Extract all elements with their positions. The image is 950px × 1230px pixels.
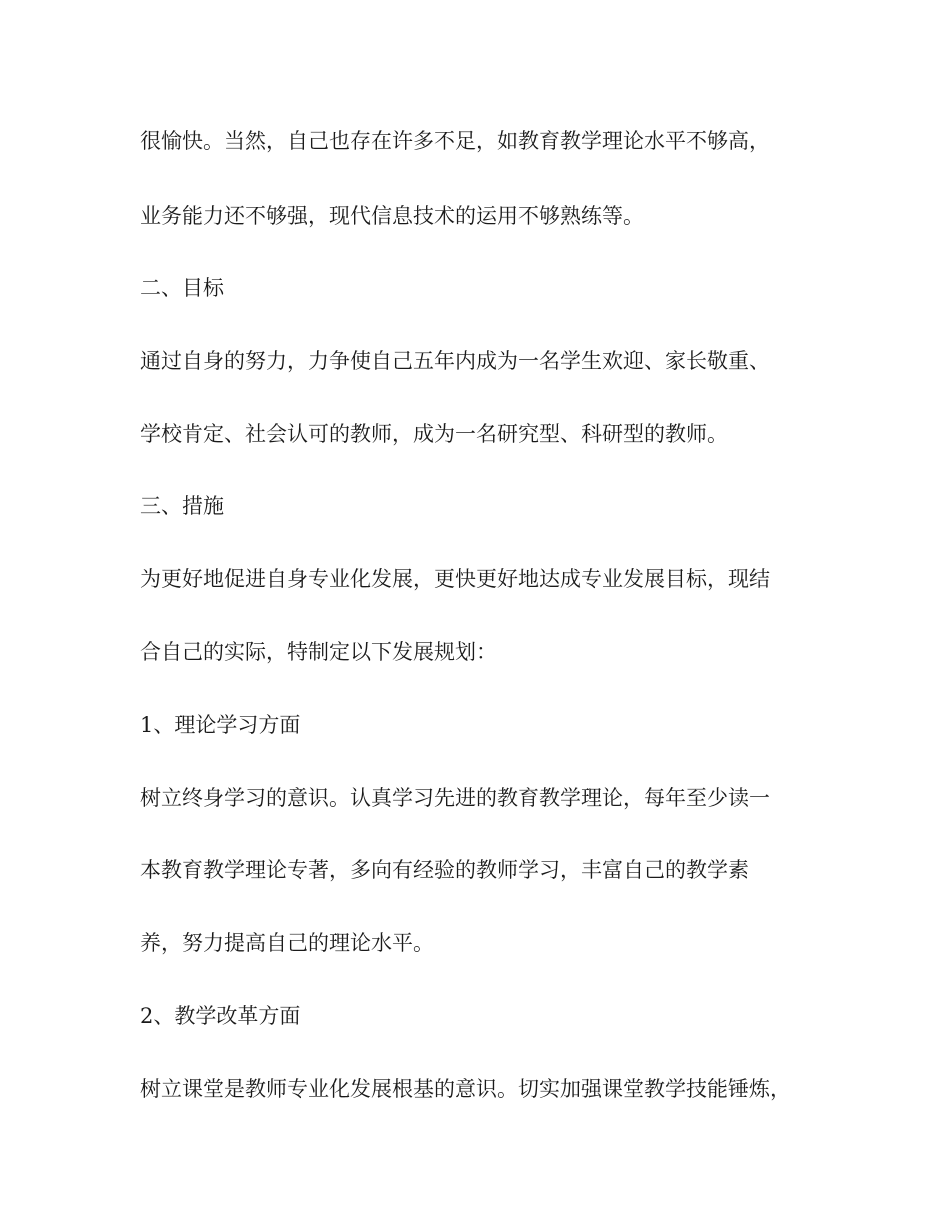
paragraph-line: 很愉快。当然，自己也存在许多不足，如教育教学理论水平不够高， <box>140 129 770 153</box>
subsection-heading: 2、教学改革方面 <box>140 1004 301 1028</box>
paragraph-line: 树立终身学习的意识。认真学习先进的教育教学理论，每年至少读一 <box>140 786 770 810</box>
paragraph-line: 学校肯定、社会认可的教师，成为一名研究型、科研型的教师。 <box>140 422 728 446</box>
paragraph-line: 本教育教学理论专著，多向有经验的教师学习，丰富自己的教学素 <box>140 858 749 882</box>
paragraph-line: 业务能力还不够强，现代信息技术的运用不够熟练等。 <box>140 204 644 228</box>
paragraph-line: 为更好地促进自身专业化发展，更快更好地达成专业发展目标，现结 <box>140 567 770 591</box>
paragraph-line: 养，努力提高自己的理论水平。 <box>140 931 434 955</box>
paragraph-line: 合自己的实际，特制定以下发展规划： <box>140 640 497 664</box>
section-heading: 二、目标 <box>140 276 224 300</box>
paragraph-line: 树立课堂是教师专业化发展根基的意识。切实加强课堂教学技能锤炼， <box>140 1077 791 1101</box>
section-heading: 三、措施 <box>140 494 224 518</box>
paragraph-line: 通过自身的努力，力争使自己五年内成为一名学生欢迎、家长敬重、 <box>140 349 770 373</box>
subsection-heading: 1、理论学习方面 <box>140 713 301 737</box>
